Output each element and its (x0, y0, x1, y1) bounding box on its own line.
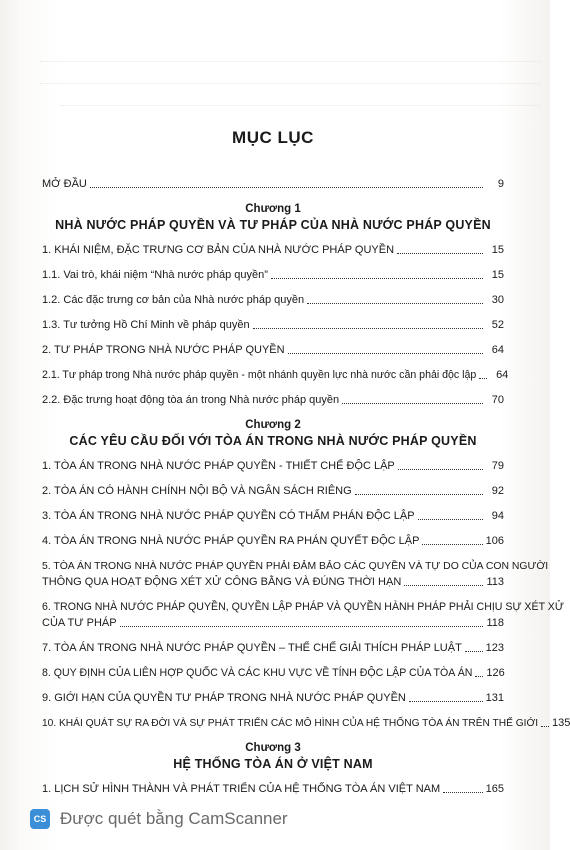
leader-dots (90, 187, 483, 188)
toc-entry[interactable] (42, 460, 504, 473)
chapter-1-title: NHÀ NƯỚC PHÁP QUYỀN VÀ TƯ PHÁP CỦA NHÀ NƯỚC PHÁP QUYỀN (55, 218, 491, 232)
toc-entry-text: 1.2. Các đặc trưng cơ bản của Nhà nước pháp quyền (42, 294, 305, 306)
leader-dots (479, 378, 487, 379)
toc-entry-page: 92 (491, 485, 504, 497)
toc-entry[interactable] (42, 394, 504, 407)
toc-entry-page: 9 (497, 178, 504, 190)
toc-entry[interactable] (42, 601, 564, 630)
toc-entry[interactable] (42, 244, 504, 257)
leader-dots (443, 792, 482, 793)
toc-entry-page: 118 (486, 617, 504, 629)
toc-entry[interactable] (42, 667, 504, 680)
toc-entry[interactable] (42, 535, 504, 548)
toc-entry-page: 64 (491, 344, 504, 356)
toc-entry-text: 1. TÒA ÁN TRONG NHÀ NƯỚC PHÁP QUYỀN - THIẾT CHẾ ĐỘC LẬP (42, 460, 395, 472)
toc-entry-text: 5. TÒA ÁN TRONG NHÀ NƯỚC PHÁP QUYỀN PHẢI ĐẢM BẢO CÁC QUYỀN VÀ TỰ DO CỦA CON NGƯỜI (42, 561, 549, 572)
toc-entry[interactable] (42, 717, 570, 730)
toc-entry-page: 70 (491, 394, 504, 406)
table-of-contents (42, 118, 570, 808)
toc-entry[interactable] (42, 783, 504, 796)
toc-entry-page: 135 (552, 717, 570, 729)
toc-entry-text-continued: CỦA TƯ PHÁP (42, 617, 117, 629)
leader-dots (422, 544, 482, 545)
leader-dots (409, 701, 483, 702)
scanner-watermark (0, 806, 550, 834)
toc-entry-page: 79 (491, 460, 504, 472)
leader-dots (288, 353, 483, 354)
toc-entry[interactable] (42, 642, 504, 655)
toc-entry[interactable] (42, 344, 504, 357)
leader-dots (120, 626, 483, 627)
toc-entry-text: 2. TÒA ÁN CÓ HÀNH CHÍNH NỘI BỘ VÀ NGÂN SÁCH RIÊNG (42, 485, 352, 497)
leader-dots (342, 403, 483, 404)
toc-entry-page: 52 (491, 319, 504, 331)
leader-dots (307, 303, 483, 304)
toc-entry[interactable] (42, 294, 504, 307)
bleed-through-line (60, 96, 540, 106)
toc-entry[interactable] (42, 319, 504, 332)
chapter-3-title: HỆ THỐNG TÒA ÁN Ở VIỆT NAM (173, 757, 373, 771)
toc-entry-text: 4. TÒA ÁN TRONG NHÀ NƯỚC PHÁP QUYỀN RA PHÁN QUYẾT ĐỘC LẬP (42, 535, 420, 547)
leader-dots (418, 519, 483, 520)
toc-entry-text: 1.1. Vai trò, khái niệm “Nhà nước pháp quyền” (42, 269, 268, 281)
chapter-3-label: Chương 3 (245, 742, 301, 754)
chapter-1-label: Chương 1 (245, 203, 301, 215)
leader-dots (271, 278, 483, 279)
toc-entry-text: MỞ ĐẦU (42, 178, 87, 190)
toc-entry-text: 8. QUY ĐỊNH CỦA LIÊN HỢP QUỐC VÀ CÁC KHU VỰC VỀ TÍNH ĐỘC LẬP CỦA TÒA ÁN (42, 667, 473, 679)
toc-entry-text: 1. LỊCH SỬ HÌNH THÀNH VÀ PHÁT TRIỂN CỦA HỆ THỐNG TÒA ÁN VIỆT NAM (42, 783, 441, 795)
toc-entry-page: 15 (491, 244, 504, 256)
toc-entry[interactable] (42, 369, 509, 382)
leader-dots (475, 676, 483, 677)
toc-entry-page: 165 (485, 783, 504, 795)
toc-entry-page: 30 (491, 294, 504, 306)
chapter-2-title: CÁC YÊU CẦU ĐỐI VỚI TÒA ÁN TRONG NHÀ NƯỚC PHÁP QUYỀN (69, 434, 477, 448)
toc-entry[interactable] (42, 485, 504, 498)
toc-entry-text: 1.3. Tư tưởng Hồ Chí Minh về pháp quyền (42, 319, 250, 331)
toc-entry-text: 3. TÒA ÁN TRONG NHÀ NƯỚC PHÁP QUYỀN CÓ THẨM PHÁN ĐỘC LẬP (42, 510, 415, 522)
leader-dots (397, 253, 483, 254)
toc-entry-intro[interactable] (42, 178, 504, 191)
toc-entry[interactable] (42, 510, 504, 523)
toc-title: MỤC LỤC (232, 128, 314, 147)
toc-entry[interactable] (42, 692, 504, 705)
toc-entry-text-continued: THÔNG QUA HOẠT ĐỘNG XÉT XỬ CÔNG BẰNG VÀ ĐÚNG THỜI HẠN (42, 576, 402, 588)
toc-entry[interactable] (42, 560, 549, 589)
leader-dots (253, 328, 483, 329)
toc-entry-text: 2.1. Tư pháp trong Nhà nước pháp quyền - một nhánh quyền lực nhà nước cần phải độc lập (42, 369, 477, 381)
leader-dots (404, 585, 483, 586)
toc-entry-page: 126 (486, 667, 505, 679)
bleed-through-line (40, 52, 540, 62)
toc-entry-page: 106 (485, 535, 504, 547)
toc-entry-page: 15 (491, 269, 504, 281)
leader-dots (541, 726, 549, 727)
toc-entry-text: 2.2. Đặc trưng hoạt động tòa án trong Nhà nước pháp quyền (42, 394, 340, 406)
toc-entry[interactable] (42, 269, 504, 282)
camscanner-logo-icon: CS (30, 809, 50, 829)
toc-entry-text: 9. GIỚI HẠN CỦA QUYỀN TƯ PHÁP TRONG NHÀ NƯỚC PHÁP QUYỀN (42, 692, 406, 704)
toc-entry-text: 2. TƯ PHÁP TRONG NHÀ NƯỚC PHÁP QUYỀN (42, 344, 285, 356)
toc-entry-text: 10. KHÁI QUÁT SỰ RA ĐỜI VÀ SỰ PHÁT TRIỂN CÁC MÔ HÌNH CỦA HỆ THỐNG TÒA ÁN TRÊN THẾ GIỚI (42, 718, 539, 729)
toc-entry-page: 94 (491, 510, 504, 522)
toc-entry-text: 7. TÒA ÁN TRONG NHÀ NƯỚC PHÁP QUYỀN – THỂ CHẾ GIẢI THÍCH PHÁP LUẬT (42, 642, 462, 654)
leader-dots (398, 469, 483, 470)
toc-entry-text: 6. TRONG NHÀ NƯỚC PHÁP QUYỀN, QUYỀN LẬP PHÁP VÀ QUYỀN HÀNH PHÁP PHẢI CHỊU SỰ XÉT XỬ (42, 601, 564, 613)
toc-entry-page: 131 (485, 692, 504, 704)
leader-dots (465, 651, 483, 652)
toc-entry-page: 123 (485, 642, 504, 654)
chapter-2-label: Chương 2 (245, 419, 301, 431)
bleed-through-line (40, 74, 540, 84)
watermark-text: Được quét bằng CamScanner (60, 809, 288, 828)
toc-entry-page: 113 (486, 576, 504, 588)
toc-entry-text: 1. KHÁI NIỆM, ĐẶC TRƯNG CƠ BẢN CỦA NHÀ NƯỚC PHÁP QUYỀN (42, 244, 395, 256)
toc-entry-page: 64 (496, 369, 509, 381)
leader-dots (355, 494, 483, 495)
